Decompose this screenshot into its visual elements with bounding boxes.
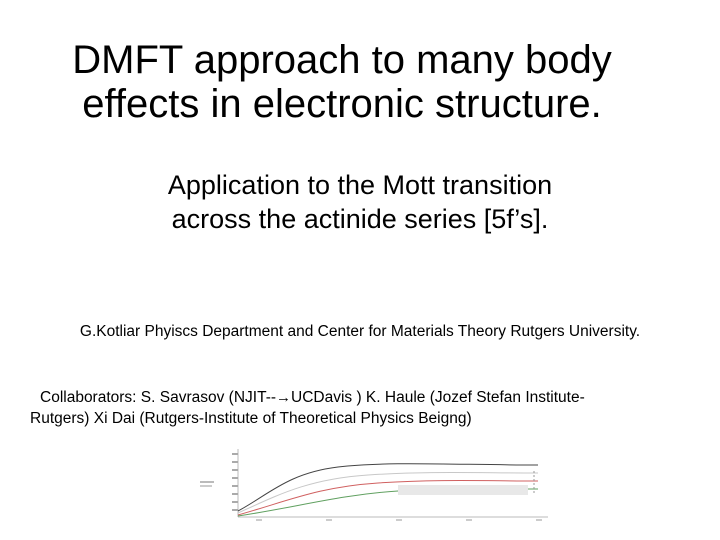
title-line-1: DMFT approach to many body — [72, 38, 612, 82]
faded-plot-thumbnail — [198, 445, 560, 525]
thumb-side-mark — [200, 481, 214, 483]
title-line-2: effects in electronic structure. — [82, 82, 602, 126]
thumb-x-ticks — [256, 519, 542, 521]
collaborators-text — [30, 387, 700, 429]
thumb-faded-label — [398, 485, 528, 495]
collaborators-part-2: UCDavis ) K. Haule (Jozef Stefan Institute- — [291, 389, 585, 406]
affiliation-text: G.Kotliar Phyiscs Department and Center for Materials Theory Rutgers University. — [79, 323, 641, 340]
collaborators-line-2: Rutgers) Xi Dai (Rutgers-Institute of Theoretical Physics Beigng) — [30, 410, 472, 427]
thumb-side-mark — [200, 485, 212, 487]
thumb-y-ticks — [232, 453, 238, 511]
slide-subtitle — [80, 168, 640, 236]
collaborators-part-1: Collaborators: S. Savrasov (NJIT-- — [40, 389, 277, 406]
subtitle-line-2: across the actinide series [5f’s]. — [171, 204, 549, 234]
subtitle-line-1: Application to the Mott transition — [167, 170, 553, 200]
slide-title — [0, 38, 684, 126]
right-arrow-icon: → — [276, 389, 292, 406]
